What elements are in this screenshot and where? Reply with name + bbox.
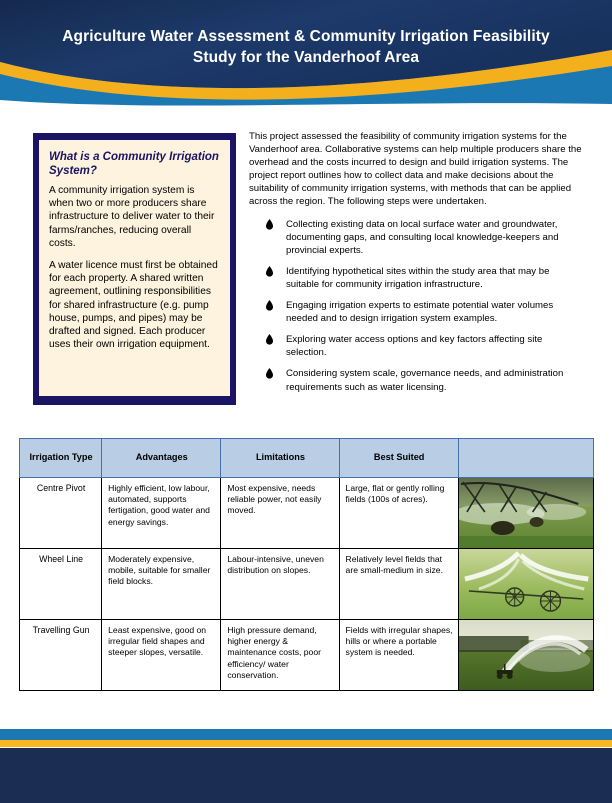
callout-paragraph: A water licence must first be obtained for each property. A shared written agreement, outlining responsibilities for shared infrastructure (e.g. pump house, pumps, and pipes) may be drafted and signed. Each producer uses their own irrigation equipment.	[49, 260, 218, 351]
list-item	[264, 367, 585, 393]
cell-limitations: Most expensive, needs reliable power, not easily moved.	[221, 478, 339, 549]
cell-advantages: Highly efficient, low labour, automated, supports fertigation, good water and energy savings.	[102, 478, 221, 549]
intro-paragraph: This project assessed the feasibility of community irrigation systems for the Vanderhoof area. Collaborative systems can help multiple producers share the overhead and the costs incurred to design and build irrigation systems. The project report outlines how to collect data and make decisions about the suitability of community irrigation systems, with methods that can be applied across the region. The following steps were undertaken.	[249, 131, 582, 208]
list-item-text: Considering system scale, governance needs, and administration requirements such as water licensing.	[286, 368, 564, 393]
list-item	[264, 299, 585, 325]
cell-limitations: High pressure demand, higher energy & maintenance costs, poor efficiency/ water conservation.	[221, 620, 339, 691]
list-item-text: Collecting existing data on local surface water and groundwater, documenting gaps, and consulting local knowledge-keepers and provincial experts.	[286, 218, 559, 256]
cell-best-suited: Relatively level fields that are small-medium in size.	[339, 549, 458, 620]
table-row	[20, 478, 594, 549]
list-item-text: Engaging irrigation experts to estimate potential water volumes needed and to design irrigation system examples.	[286, 300, 554, 325]
cell-photo	[458, 478, 593, 549]
cell-advantages: Moderately expensive, mobile, suitable for smaller field blocks.	[102, 549, 221, 620]
column-header-image	[458, 439, 593, 478]
footer-gold-stripe	[0, 740, 612, 747]
water-drop-icon	[265, 334, 274, 345]
footer-blue-stripe	[0, 729, 612, 740]
cell-limitations: Labour-intensive, uneven distribution on slopes.	[221, 549, 339, 620]
cell-best-suited: Fields with irregular shapes, hills or where a portable system is needed.	[339, 620, 458, 691]
cell-best-suited: Large, flat or gently rolling fields (100s of acres).	[339, 478, 458, 549]
column-header-irrigation-type: Irrigation Type	[20, 439, 102, 478]
callout-paragraph: A community irrigation system is when two or more producers share infrastructure to deliver water to their farms/ranches, reducing overall costs.	[49, 185, 215, 249]
footer-navy-block	[0, 748, 612, 803]
cell-advantages: Least expensive, good on irregular field shapes and steeper slopes, versatile.	[102, 620, 221, 691]
table-row	[20, 620, 594, 691]
travelling-gun-irrigation-photo	[459, 620, 593, 690]
list-item	[264, 333, 585, 359]
cell-irrigation-type: Wheel Line	[20, 549, 102, 620]
column-header-advantages: Advantages	[102, 439, 221, 478]
water-drop-icon	[265, 368, 274, 379]
water-drop-icon	[265, 266, 274, 277]
water-drop-icon	[265, 219, 274, 230]
table-row	[20, 549, 594, 620]
project-steps-list	[249, 218, 585, 394]
list-item	[264, 265, 585, 291]
column-header-best-suited: Best Suited	[339, 439, 458, 478]
list-item-text: Identifying hypothetical sites within the study area that may be suitable for community irrigation infrastructure.	[286, 265, 550, 290]
list-item	[264, 218, 585, 257]
irrigation-comparison-table	[19, 438, 594, 691]
water-drop-icon	[265, 300, 274, 311]
page-title-line-2: Study for the Vanderhoof Area	[192, 49, 420, 66]
page-title	[0, 26, 612, 68]
centre-pivot-irrigation-photo	[459, 478, 593, 548]
list-item-text: Exploring water access options and key factors affecting site selection.	[286, 334, 543, 359]
community-irrigation-callout	[33, 133, 236, 405]
table-header-row	[20, 439, 594, 478]
footer-bar	[0, 729, 612, 803]
wheel-line-irrigation-photo	[459, 549, 593, 619]
cell-irrigation-type: Travelling Gun	[20, 620, 102, 691]
table-header	[20, 439, 594, 478]
project-summary-section	[249, 130, 585, 394]
callout-heading: What is a Community Irrigation System?	[49, 151, 219, 177]
cell-irrigation-type: Centre Pivot	[20, 478, 102, 549]
header-banner	[0, 0, 612, 112]
column-header-limitations: Limitations	[221, 439, 339, 478]
cell-photo	[458, 549, 593, 620]
page-title-line-1: Agriculture Water Assessment & Community Irrigation Feasibility	[62, 28, 550, 45]
cell-photo	[458, 620, 593, 691]
table-body	[20, 478, 594, 691]
